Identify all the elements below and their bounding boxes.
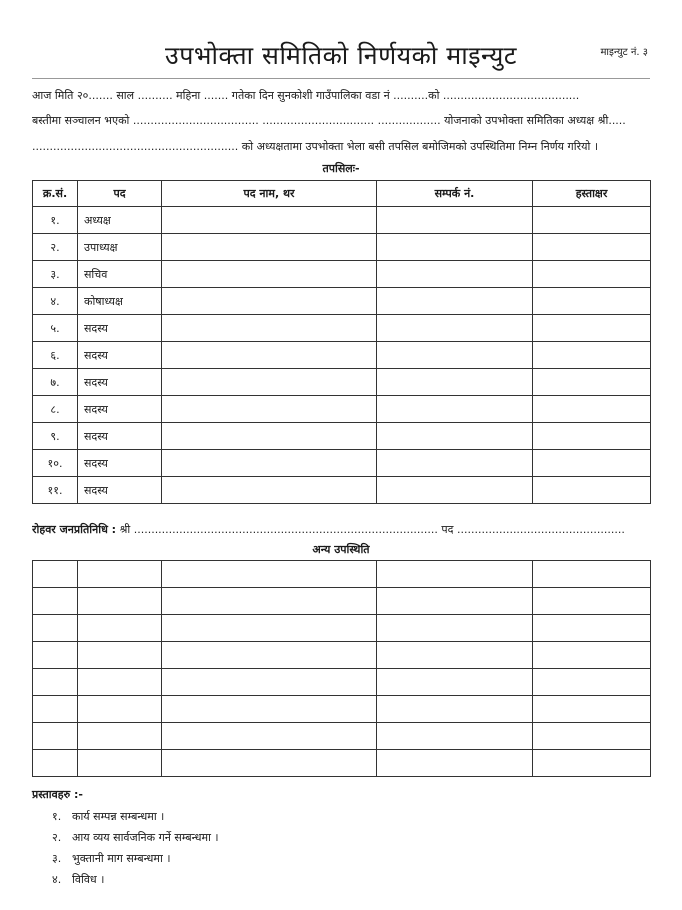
- contact-cell: [377, 288, 533, 315]
- table-row: [33, 477, 651, 504]
- serial-cell: ११.: [33, 477, 78, 504]
- proposal-number: ४.: [52, 873, 62, 886]
- minute-number: माइन्युट नं. ३: [600, 47, 648, 58]
- post-cell: सदस्य: [78, 342, 162, 369]
- post-cell: सदस्य: [78, 369, 162, 396]
- blank-cell: [162, 696, 377, 723]
- other-attendees-table: [32, 560, 651, 777]
- blank-cell: [33, 588, 78, 615]
- signature-cell: [533, 369, 651, 396]
- signature-cell: [533, 477, 651, 504]
- table-row: [33, 723, 651, 750]
- contact-cell: [377, 369, 533, 396]
- contact-cell: [377, 450, 533, 477]
- name-cell: [162, 477, 377, 504]
- blank-cell: [78, 696, 162, 723]
- table-row: [33, 669, 651, 696]
- blank-cell: [33, 696, 78, 723]
- post-cell: उपाध्यक्ष: [78, 234, 162, 261]
- name-cell: [162, 261, 377, 288]
- post-cell: कोषाध्यक्ष: [78, 288, 162, 315]
- serial-cell: १.: [33, 207, 78, 234]
- schedule-heading: तपसिलः-: [322, 162, 360, 175]
- blank-cell: [78, 642, 162, 669]
- blank-cell: [533, 642, 651, 669]
- blank-cell: [162, 588, 377, 615]
- table-row: [33, 750, 651, 777]
- serial-cell: ३.: [33, 261, 78, 288]
- table-row: [33, 588, 651, 615]
- serial-cell: ७.: [33, 369, 78, 396]
- name-cell: [162, 396, 377, 423]
- blank-cell: [533, 615, 651, 642]
- name-cell: [162, 207, 377, 234]
- proposal-number: १.: [52, 810, 62, 823]
- serial-cell: ५.: [33, 315, 78, 342]
- blank-cell: [33, 642, 78, 669]
- post-cell: सदस्य: [78, 396, 162, 423]
- contact-cell: [377, 396, 533, 423]
- post-cell: अध्यक्ष: [78, 207, 162, 234]
- signature-cell: [533, 234, 651, 261]
- post-cell: सदस्य: [78, 315, 162, 342]
- name-cell: [162, 450, 377, 477]
- signature-cell: [533, 261, 651, 288]
- blank-cell: [78, 561, 162, 588]
- blank-cell: [533, 588, 651, 615]
- blank-cell: [377, 561, 533, 588]
- blank-cell: [162, 723, 377, 750]
- list-item: [52, 806, 219, 827]
- blank-cell: [162, 561, 377, 588]
- table-row: [33, 450, 651, 477]
- table-row: [33, 423, 651, 450]
- name-cell: [162, 369, 377, 396]
- table-row: [33, 207, 651, 234]
- members-table: [32, 180, 651, 504]
- blank-cell: [533, 750, 651, 777]
- blank-cell: [377, 615, 533, 642]
- blank-cell: [377, 588, 533, 615]
- proposal-text: आय व्यय सार्वजनिक गर्ने सम्बन्धमा ।: [72, 831, 219, 844]
- serial-cell: १०.: [33, 450, 78, 477]
- post-cell: सदस्य: [78, 423, 162, 450]
- table-row: [33, 261, 651, 288]
- contact-cell: [377, 423, 533, 450]
- contact-cell: [377, 207, 533, 234]
- signature-cell: [533, 207, 651, 234]
- post-cell: सदस्य: [78, 450, 162, 477]
- name-cell: [162, 342, 377, 369]
- serial-cell: ९.: [33, 423, 78, 450]
- blank-cell: [162, 669, 377, 696]
- blank-cell: [377, 642, 533, 669]
- header-name: पद नाम, थर: [162, 181, 377, 207]
- list-item: [52, 869, 219, 890]
- proposal-number: २.: [52, 831, 62, 844]
- signature-cell: [533, 342, 651, 369]
- proposal-number: ३.: [52, 852, 62, 865]
- blank-cell: [162, 642, 377, 669]
- table-row: [33, 315, 651, 342]
- name-cell: [162, 315, 377, 342]
- table-row: [33, 342, 651, 369]
- signature-cell: [533, 450, 651, 477]
- document-title: उपभोक्ता समितिको निर्णयको माइन्युट: [165, 41, 517, 70]
- blank-cell: [78, 723, 162, 750]
- proposals-heading: प्रस्तावहरु :-: [32, 788, 83, 801]
- signature-cell: [533, 288, 651, 315]
- blank-cell: [533, 696, 651, 723]
- title-divider: [32, 78, 650, 79]
- table-row: [33, 288, 651, 315]
- header-signature: हस्ताक्षर: [533, 181, 651, 207]
- blank-cell: [377, 696, 533, 723]
- serial-cell: ६.: [33, 342, 78, 369]
- intro-line-3: ........................................................... को अध्यक्षतामा उपभोक्ता भेला बसी तपसिल बमोजिमको उपस्थितिमा निम्न निर्णय गरियो ।: [32, 140, 598, 153]
- contact-cell: [377, 477, 533, 504]
- blank-cell: [78, 588, 162, 615]
- contact-cell: [377, 315, 533, 342]
- blank-cell: [78, 669, 162, 696]
- witness-label: रोहवर जनप्रतिनिधि :: [32, 523, 117, 536]
- witness-line: [32, 522, 650, 537]
- contact-cell: [377, 342, 533, 369]
- table-row: [33, 234, 651, 261]
- header-contact: सम्पर्क नं.: [377, 181, 533, 207]
- blank-cell: [377, 723, 533, 750]
- witness-fill-line: श्री ....................................................................................... पद ................................................: [116, 523, 625, 536]
- proposal-text: कार्य सम्पन्न सम्बन्धमा ।: [72, 810, 165, 823]
- header-post: पद: [78, 181, 162, 207]
- blank-cell: [33, 723, 78, 750]
- table-row: [33, 615, 651, 642]
- list-item: [52, 848, 219, 869]
- members-table-header-row: [33, 181, 651, 207]
- serial-cell: ८.: [33, 396, 78, 423]
- table-row: [33, 396, 651, 423]
- signature-cell: [533, 315, 651, 342]
- blank-cell: [33, 669, 78, 696]
- contact-cell: [377, 234, 533, 261]
- blank-cell: [377, 669, 533, 696]
- blank-cell: [533, 723, 651, 750]
- table-row: [33, 369, 651, 396]
- proposal-text: विविध ।: [72, 873, 105, 886]
- signature-cell: [533, 423, 651, 450]
- name-cell: [162, 234, 377, 261]
- name-cell: [162, 423, 377, 450]
- table-row: [33, 561, 651, 588]
- blank-cell: [162, 615, 377, 642]
- blank-cell: [162, 750, 377, 777]
- table-row: [33, 642, 651, 669]
- blank-cell: [78, 750, 162, 777]
- table-row: [33, 696, 651, 723]
- blank-cell: [377, 750, 533, 777]
- proposals-list: [52, 806, 219, 890]
- header-serial: क्र.सं.: [33, 181, 78, 207]
- serial-cell: २.: [33, 234, 78, 261]
- others-heading: अन्य उपस्थिति: [312, 543, 370, 556]
- blank-cell: [33, 615, 78, 642]
- contact-cell: [377, 261, 533, 288]
- intro-line-2: बस्तीमा सञ्चालन भएको .................................... ................................ .................. योजनाको उपभोक्ता समितिका अध्यक्ष श्री.....: [32, 114, 626, 127]
- blank-cell: [33, 750, 78, 777]
- blank-cell: [33, 561, 78, 588]
- name-cell: [162, 288, 377, 315]
- serial-cell: ४.: [33, 288, 78, 315]
- post-cell: सदस्य: [78, 477, 162, 504]
- intro-line-1: आज मिति २०....... साल .......... महिना ....... गतेका दिन सुनकोशी गाउँपालिका वडा नं ..........को .......................................: [32, 89, 580, 102]
- post-cell: सचिव: [78, 261, 162, 288]
- blank-cell: [533, 669, 651, 696]
- blank-cell: [533, 561, 651, 588]
- signature-cell: [533, 396, 651, 423]
- blank-cell: [78, 615, 162, 642]
- proposal-text: भुक्तानी माग सम्बन्धमा ।: [72, 852, 171, 865]
- list-item: [52, 827, 219, 848]
